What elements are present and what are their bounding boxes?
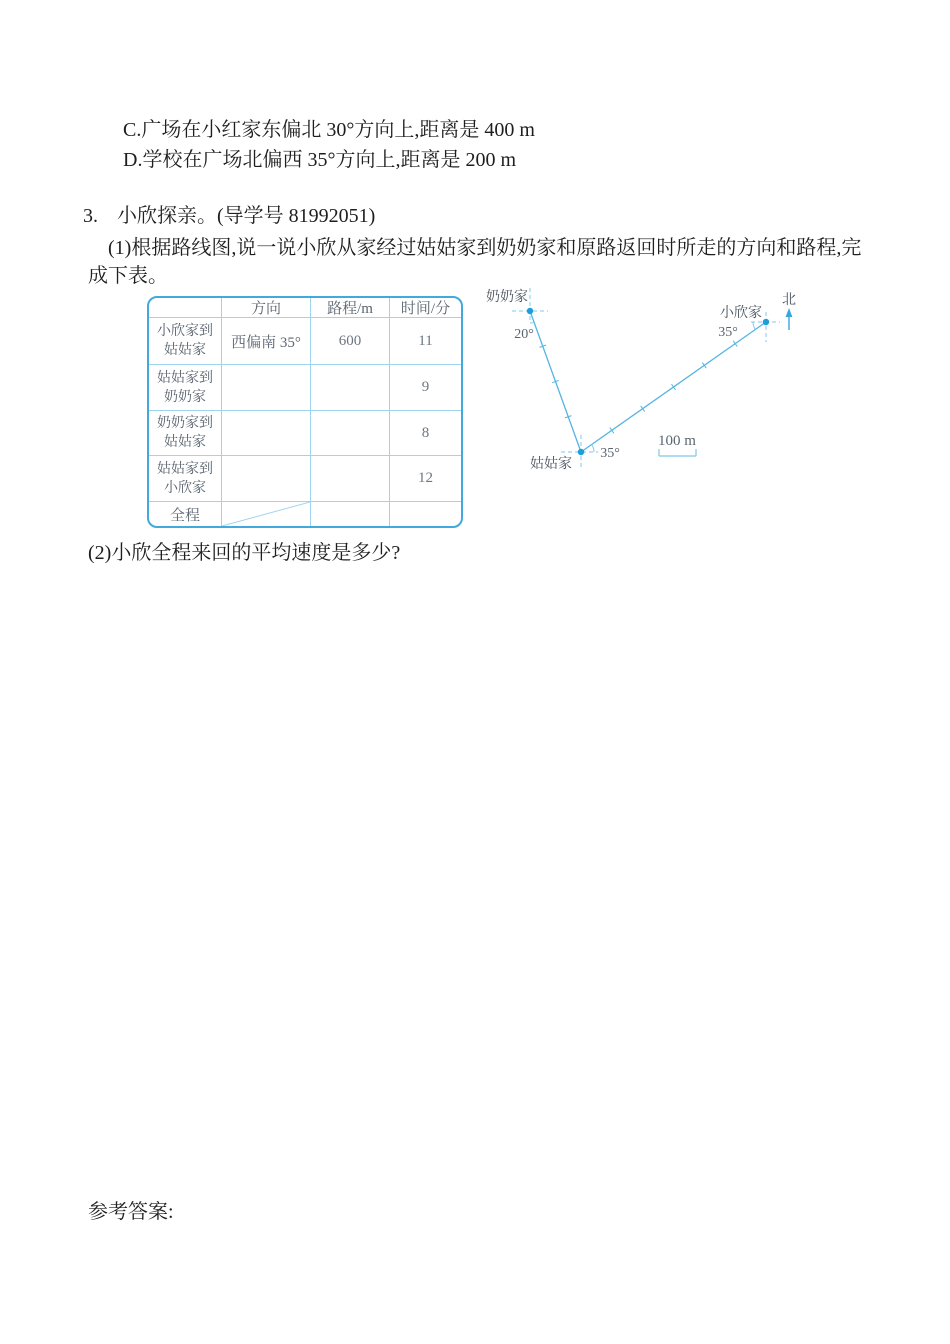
question-3-title: 小欣探亲。(导学号 81992051) (117, 205, 376, 227)
option-c-line: C.广场在小红家东偏北 30°方向上,距离是 400 m (123, 119, 535, 141)
answers-heading: 参考答案: (88, 1201, 174, 1223)
total-row-label: 全程 (149, 501, 221, 526)
direction-cell (221, 364, 310, 410)
angle-arcs (530, 322, 755, 452)
aunt-label: 姑姑家 (530, 457, 572, 472)
angle-at-grandma: 20° (514, 327, 534, 342)
time-cell: 9 (389, 364, 461, 410)
header-time: 时间/分 (389, 298, 461, 317)
table-row-label: 小欣家到 姑姑家 (149, 317, 221, 364)
distance-cell: 600 (310, 317, 389, 364)
distance-cell (310, 455, 389, 501)
direction-cell (221, 455, 310, 501)
table-row-label: 奶奶家到 姑姑家 (149, 410, 221, 455)
distance-cell (310, 364, 389, 410)
part1-text-line2: 成下表。 (88, 265, 168, 287)
north-label: 北 (782, 293, 796, 308)
north-arrow-icon (786, 308, 793, 330)
total-row-diagonal (222, 502, 310, 526)
question-3-number: 3. (83, 205, 98, 227)
grandma-point (527, 308, 533, 314)
header-direction: 方向 (221, 298, 310, 317)
distance-cell (310, 410, 389, 455)
xiaoxin-point (763, 319, 769, 325)
header-distance: 路程/m (310, 298, 389, 317)
angle-at-aunt: 35° (600, 446, 620, 461)
time-cell: 8 (389, 410, 461, 455)
aunt-point (578, 449, 584, 455)
direction-cell (221, 410, 310, 455)
part1-text-line1: (1)根据路线图,说一说小欣从家经过姑姑家到奶奶家和原路返回时所走的方向和路程,完 (108, 237, 862, 259)
total-time-cell (389, 501, 461, 526)
route-fill-table (147, 296, 463, 528)
angle-at-xiaoxin: 35° (718, 325, 738, 340)
table-corner-cell (149, 298, 221, 317)
direction-cell: 西偏南 35° (221, 317, 310, 364)
total-distance-cell (310, 501, 389, 526)
time-cell: 12 (389, 455, 461, 501)
xiaoxin-label: 小欣家 (720, 306, 762, 321)
grandma-label: 奶奶家 (486, 290, 528, 305)
scale-bar (659, 449, 696, 456)
part2-text: (2)小欣全程来回的平均速度是多少? (88, 542, 401, 564)
route-map-diagram (478, 283, 818, 488)
time-cell: 11 (389, 317, 461, 364)
total-direction-cell (221, 501, 310, 526)
option-d-line: D.学校在广场北偏西 35°方向上,距离是 200 m (123, 149, 516, 171)
scale-label: 100 m (658, 433, 696, 449)
table-row-label: 姑姑家到 小欣家 (149, 455, 221, 501)
table-row-label: 姑姑家到 奶奶家 (149, 364, 221, 410)
